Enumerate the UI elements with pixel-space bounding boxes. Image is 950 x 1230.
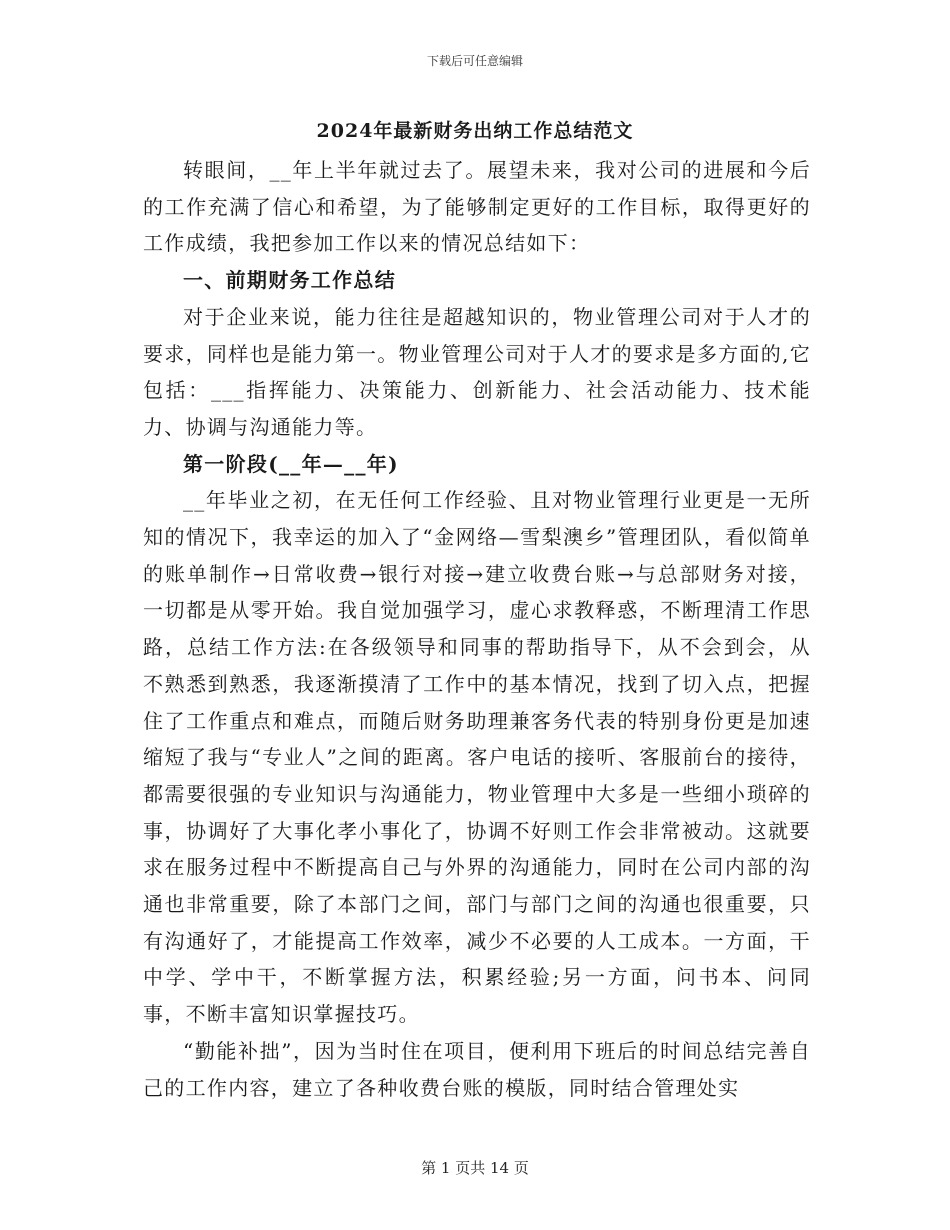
intro-paragraph: 转眼间，__年上半年就过去了。展望未来，我对公司的进展和今后的工作充满了信心和希望，为了能够制定更好的工作目标，取得更好的工作成绩，我把参加工作以来的情况总结如下： <box>143 158 811 256</box>
document-body <box>143 152 811 1106</box>
stage-heading-1: 第一阶段(__年—__年) <box>183 451 399 476</box>
diligence-paragraph: “勤能补拙”，因为当时住在项目，便利用下班后的时间总结完善自己的工作内容，建立了各种收费台账的模版，同时结合管理处实 <box>143 1038 811 1100</box>
page-header-note: 下载后可任意编辑 <box>426 54 523 68</box>
ability-paragraph: 对于企业来说，能力往往是超越知识的，物业管理公司对于人才的要求，同样也是能力第一。物业管理公司对于人才的要求是多方面的,它包括：___指挥能力、决策能力、创新能力、社会活动能力、技术能力、协调与沟通能力等。 <box>143 304 811 439</box>
page-footer: 第 1 页共 14 页 <box>421 1159 529 1177</box>
section-heading-1: 一、前期财务工作总结 <box>183 268 396 293</box>
document-title: 2024年最新财务出纳工作总结范文 <box>316 120 634 142</box>
stage-paragraph: __年毕业之初，在无任何工作经验、且对物业管理行业更是一无所知的情况下，我幸运的加入了“金网络—雪梨澳乡”管理团队，看似简单的账单制作→日常收费→银行对接→建立收费台账→与总部财务对接，一切都是从零开始。我自觉加强学习，虚心求教释惑，不断理清工作思路，总结工作方法:在各级领导和同事的帮助指导下，从不会到会，从不熟悉到熟悉，我逐渐摸清了工作中的基本情况，找到了切入点，把握住了工作重点和难点，而随后财务助理兼客务代表的特别身份更是加速缩短了我与“专业人”之间的距离。客户电话的接听、客服前台的接待，都需要很强的专业知识与沟通能力，物业管理中大多是一些细小琐碎的事，协调好了大事化孝小事化了，协调不好则工作会非常被动。这就要求在服务过程中不断提高自己与外界的沟通能力，同时在公司内部的沟通也非常重要，除了本部门之间，部门与部门之间的沟通也很重要，只有沟通好了，才能提高工作效率，减少不必要的人工成本。一方面，干中学、学中干，不断掌握方法，积累经验;另一方面，问书本、问同事，不断丰富知识掌握技巧。 <box>143 488 811 1027</box>
